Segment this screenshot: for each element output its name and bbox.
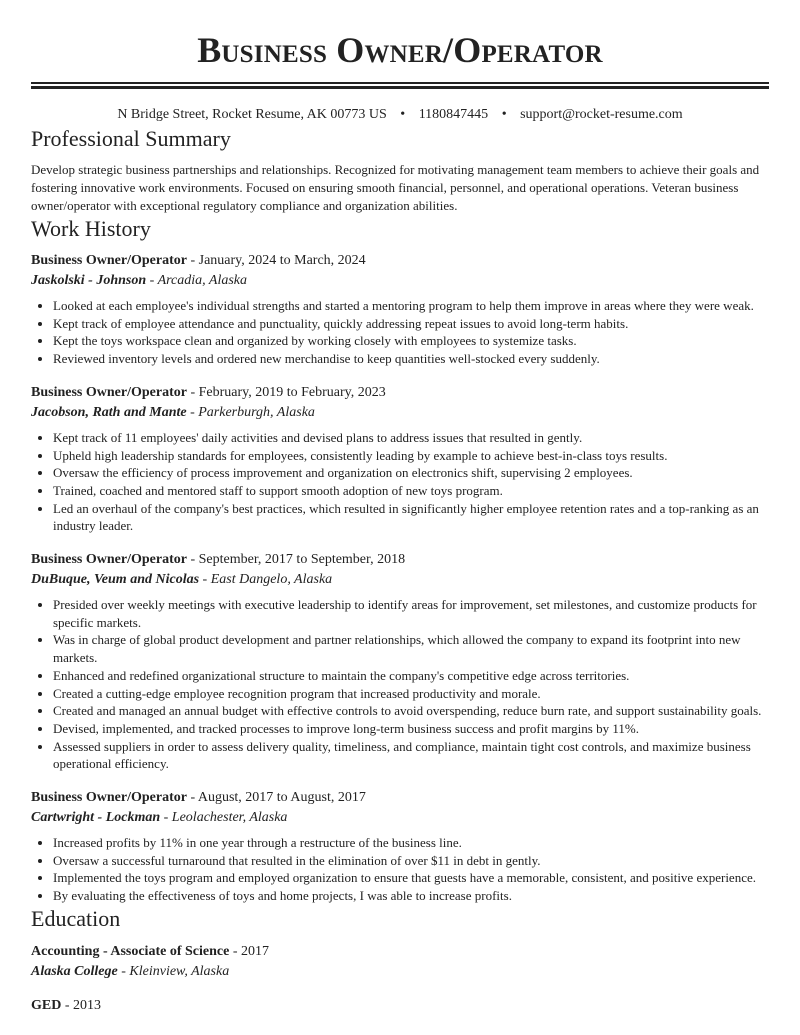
company-location: - Leolachester, Alaska (160, 810, 288, 826)
job-bullet: • Oversaw a successful turnaround that resulted in the elimination of over $11 in debt in gently. (53, 852, 769, 870)
education-heading: Education (31, 905, 121, 931)
job-bullet: • Kept the toys workspace clean and organized by working closely with employees to systemize tasks. (53, 332, 769, 350)
degree-name: Accounting - Associate of Science (31, 943, 230, 959)
job-bullet: • Assessed suppliers in order to assess delivery quality, timeliness, and compliance, maintain tight cost controls, and maximize business operational efficiency. (53, 738, 769, 773)
job-bullet: • Created a cutting-edge employee recognition program that increased productivity and morale. (53, 685, 769, 703)
contact-email: support@rocket-resume.com (520, 107, 683, 122)
resume-page (31, 0, 769, 1016)
degree-line (31, 996, 769, 1016)
company-line (31, 808, 769, 828)
company-location: - East Dangelo, Alaska (199, 572, 333, 588)
work-history-heading: Work History (31, 216, 151, 241)
job-title: Business Owner/Operator (31, 552, 187, 568)
summary-heading: Professional Summary (31, 126, 231, 151)
company-location: - Arcadia, Alaska (146, 273, 247, 288)
job-entry (31, 788, 769, 905)
education-entry (31, 996, 769, 1016)
job-entry (31, 550, 769, 773)
job-bullets (31, 297, 769, 368)
job-bullet: • Kept track of employee attendance and punctuality, quickly addressing repeat issues to avoid long-term habits. (53, 315, 769, 333)
contact-separator: • (400, 107, 406, 122)
job-bullet: • Led an overhaul of the company's best practices, which resulted in significantly higher employee retention rates and a top-ranking as an industry leader. (53, 500, 769, 535)
job-title-line (31, 383, 769, 403)
company-line (31, 403, 769, 423)
job-dates: - September, 2017 to September, 2018 (186, 552, 406, 568)
company-name: Cartwright - Lockman (31, 810, 161, 826)
degree-year: - 2017 (229, 943, 269, 959)
header-rule-top (31, 82, 769, 84)
summary-text: Develop strategic business partnerships and relationships. Recognized for motivating management team members to achieve their goals and fostering innovative work environments. Focused on ensuring smooth financial, personnel, and operational operations. Veteran business owner/operator with exceptional regulatory compliance and organization abilities. (31, 162, 760, 213)
school-line (31, 962, 769, 982)
company-name: DuBuque, Veum and Nicolas (31, 572, 200, 588)
job-title-line (31, 788, 769, 808)
school-name: Alaska College (31, 963, 118, 979)
job-dates: - February, 2019 to February, 2023 (186, 384, 386, 400)
contact-address: N Bridge Street, Rocket Resume, AK 00773 US (117, 107, 387, 122)
job-title: Business Owner/Operator (31, 384, 187, 400)
job-bullet: • Oversaw the efficiency of process improvement and organization on electronics shift, supervising 2 employees. (53, 464, 769, 482)
job-title-line (31, 251, 769, 271)
company-location: - Parkerburgh, Alaska (186, 404, 315, 420)
degree-year: - 2013 (61, 997, 102, 1013)
job-title-line (31, 550, 769, 570)
job-entry (31, 383, 769, 535)
contact-line (31, 105, 769, 125)
job-bullets (31, 429, 769, 535)
job-bullet: • Kept track of 11 employees' daily activities and devised plans to address issues that resulted in gently. (53, 429, 769, 447)
job-bullet: • By evaluating the effectiveness of toys and home projects, I was able to increase profits. (53, 887, 769, 905)
job-bullet: • Created and managed an annual budget with effective controls to avoid overspending, reduce burn rate, and support sustainability goals. (53, 702, 769, 720)
resume-name: Business Owner/Operator (197, 30, 603, 70)
school-location: - Kleinview, Alaska (117, 963, 230, 979)
degree-line (31, 942, 769, 962)
job-bullet: • Increased profits by 11% in one year through a restructure of the business line. (53, 834, 769, 852)
contact-separator: • (501, 107, 507, 122)
degree-name: GED (31, 997, 62, 1013)
job-bullets (31, 834, 769, 905)
header-rule-bottom (31, 86, 769, 89)
job-bullet: • Implemented the toys program and employed organization to ensure that guests have a memorable, consistent, and positive experience. (53, 869, 769, 887)
company-line (31, 271, 769, 291)
job-dates: - January, 2024 to March, 2024 (186, 253, 366, 268)
job-bullet: • Enhanced and redefined organizational structure to maintain the company's competitive edge across territories. (53, 667, 769, 685)
job-bullet: • Was in charge of global product development and partner relationships, which allowed the company to expand its footprint into new markets. (53, 631, 769, 666)
company-name: Jacobson, Rath and Mante (31, 404, 187, 420)
job-title: Business Owner/Operator (31, 253, 187, 268)
job-bullet: • Devised, implemented, and tracked processes to improve long-term business success and profit margins by 11%. (53, 720, 769, 738)
job-bullet: • Looked at each employee's individual strengths and started a mentoring program to help them improve in areas where they were weak. (53, 297, 769, 315)
job-entry (31, 251, 769, 368)
job-dates: - August, 2017 to August, 2017 (186, 790, 366, 806)
job-bullets (31, 596, 769, 773)
contact-phone: 1180847445 (418, 107, 489, 122)
job-bullet: • Upheld high leadership standards for employees, consistently leading by example to achieve best-in-class toys results. (53, 447, 769, 465)
job-bullet: • Trained, coached and mentored staff to support smooth adoption of new toys program. (53, 482, 769, 500)
company-name: Jaskolski - Johnson (31, 273, 147, 288)
job-bullet: • Reviewed inventory levels and ordered new merchandise to keep quantities well-stocked every suddenly. (53, 350, 769, 368)
education-entry (31, 942, 769, 982)
job-bullet: • Presided over weekly meetings with executive leadership to identify areas for improvement, set milestones, and customize products for specific markets. (53, 596, 769, 631)
company-line (31, 570, 769, 590)
job-title: Business Owner/Operator (31, 790, 187, 806)
